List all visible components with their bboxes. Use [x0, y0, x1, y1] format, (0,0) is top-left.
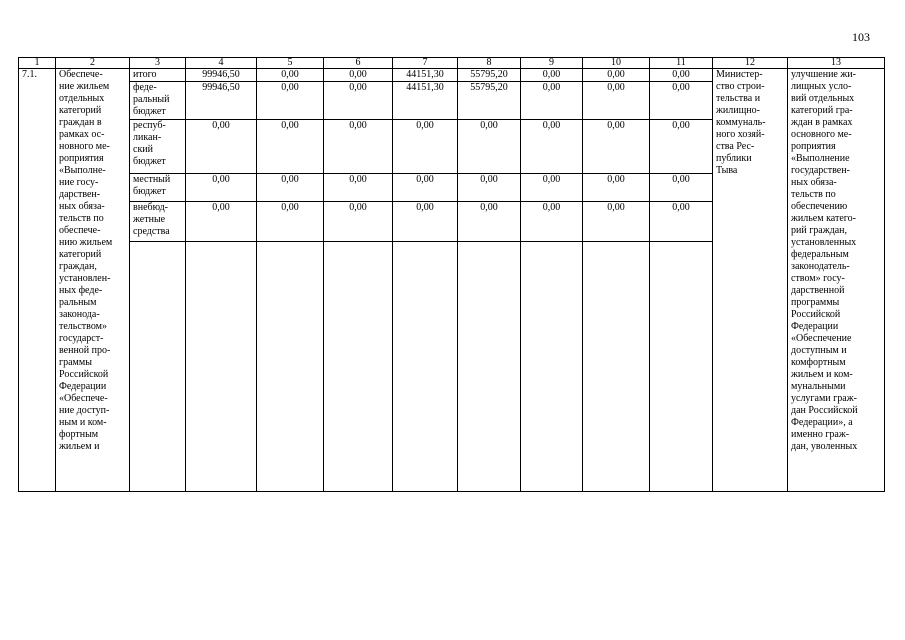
column-number: 8	[458, 58, 521, 69]
source-label: итого	[130, 69, 186, 82]
value-cell: 0,00	[521, 69, 583, 82]
result-cell: улучшение жи- лищных усло- вий отдельных категорий гра- ждан в рамках основного ме- роприятия «Выполнение государствен- ных обяза- тельств по обеспечению жильем катего- рий граждан, установленных федеральным законодатель- ством» госу- дарственной программы Российской Федерации «Обеспечение доступным и комфортным жильем и ком- мунальными услугами граж- дан Российской Федерации», а именно граж- дан, уволенных	[788, 69, 885, 492]
empty-cell	[583, 242, 650, 492]
value-cell: 44151,30	[393, 82, 458, 120]
event-name-cell: Обеспече- ние жильем отдельных категорий граждан в рамках ос- новного ме- роприятия «Выполне- ние госу- дарствен- ных обяза- тельств по обеспече- нию жильем категорий граждан, установлен- ных феде- ральным законода- тельством» государст- венной про- граммы Российской Федерации «Обеспече- ние доступ- ным и ком- фортным жильем и	[56, 69, 130, 492]
empty-cell	[458, 242, 521, 492]
value-cell: 55795,20	[458, 82, 521, 120]
empty-cell	[186, 242, 257, 492]
value-cell: 0,00	[324, 174, 393, 202]
column-number: 10	[583, 58, 650, 69]
value-cell: 0,00	[583, 69, 650, 82]
value-cell: 0,00	[324, 202, 393, 242]
value-cell: 0,00	[257, 82, 324, 120]
value-cell: 0,00	[257, 202, 324, 242]
value-cell: 0,00	[257, 69, 324, 82]
table-row	[19, 69, 885, 82]
column-number: 2	[56, 58, 130, 69]
value-cell: 0,00	[393, 202, 458, 242]
column-number: 1	[19, 58, 56, 69]
column-number: 3	[130, 58, 186, 69]
value-cell: 0,00	[393, 120, 458, 174]
value-cell: 0,00	[650, 174, 713, 202]
value-cell: 0,00	[324, 120, 393, 174]
value-cell: 0,00	[324, 69, 393, 82]
value-cell: 0,00	[521, 120, 583, 174]
value-cell: 55795,20	[458, 69, 521, 82]
column-number: 5	[257, 58, 324, 69]
value-cell: 0,00	[186, 120, 257, 174]
value-cell: 44151,30	[393, 69, 458, 82]
value-cell: 0,00	[186, 202, 257, 242]
value-cell: 0,00	[521, 174, 583, 202]
empty-cell	[650, 242, 713, 492]
value-cell: 0,00	[186, 174, 257, 202]
value-cell: 0,00	[324, 82, 393, 120]
value-cell: 0,00	[583, 174, 650, 202]
value-cell: 99946,50	[186, 69, 257, 82]
source-label: феде- ральный бюджет	[130, 82, 186, 120]
value-cell: 0,00	[650, 69, 713, 82]
column-number: 13	[788, 58, 885, 69]
empty-cell	[257, 242, 324, 492]
column-number: 6	[324, 58, 393, 69]
value-cell: 0,00	[583, 120, 650, 174]
empty-cell	[130, 242, 186, 492]
value-cell: 0,00	[458, 120, 521, 174]
source-label: местный бюджет	[130, 174, 186, 202]
column-number: 7	[393, 58, 458, 69]
source-label: внебюд- жетные средства	[130, 202, 186, 242]
empty-cell	[393, 242, 458, 492]
value-cell: 0,00	[521, 82, 583, 120]
row-index: 7.1.	[19, 69, 56, 492]
column-numbers-row	[19, 58, 885, 69]
column-number: 11	[650, 58, 713, 69]
value-cell: 0,00	[458, 202, 521, 242]
value-cell: 99946,50	[186, 82, 257, 120]
value-cell: 0,00	[458, 174, 521, 202]
empty-cell	[521, 242, 583, 492]
column-number: 4	[186, 58, 257, 69]
value-cell: 0,00	[650, 120, 713, 174]
budget-table	[18, 57, 885, 492]
column-number: 12	[713, 58, 788, 69]
value-cell: 0,00	[650, 202, 713, 242]
value-cell: 0,00	[583, 202, 650, 242]
value-cell: 0,00	[257, 120, 324, 174]
value-cell: 0,00	[521, 202, 583, 242]
value-cell: 0,00	[583, 82, 650, 120]
page-number: 103	[852, 30, 870, 44]
source-label: респуб- ликан- ский бюджет	[130, 120, 186, 174]
value-cell: 0,00	[393, 174, 458, 202]
empty-cell	[324, 242, 393, 492]
value-cell: 0,00	[650, 82, 713, 120]
column-number: 9	[521, 58, 583, 69]
executor-cell: Министер- ство строи- тельства и жилищно- коммуналь- ного хозяй- ства Рес- публики Тыва	[713, 69, 788, 492]
value-cell: 0,00	[257, 174, 324, 202]
